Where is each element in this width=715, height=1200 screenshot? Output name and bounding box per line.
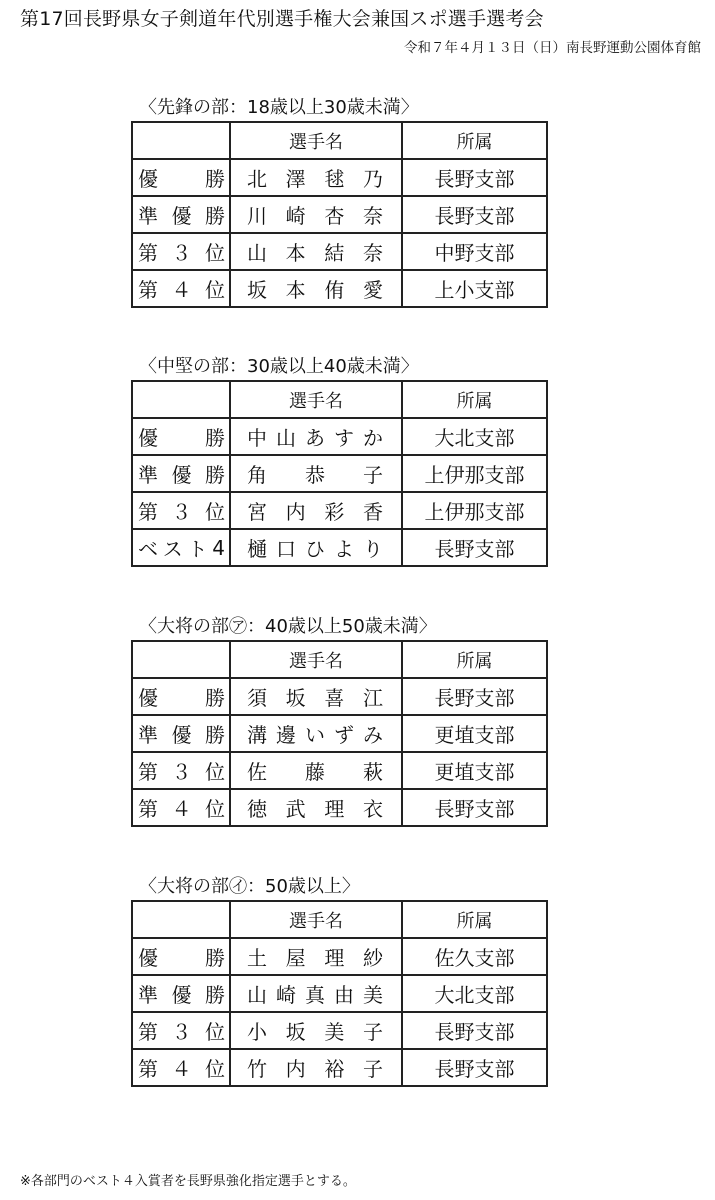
table-header-row	[132, 122, 547, 159]
player-name-cell-char: 中	[247, 426, 267, 450]
rank-cell	[132, 938, 230, 975]
player-name-cell-char: 美	[363, 983, 383, 1007]
player-name-cell-char: す	[334, 426, 354, 450]
table-row	[132, 196, 547, 233]
rank-cell	[132, 270, 230, 307]
rank-cell-char: 勝	[205, 463, 225, 487]
affiliation-cell: 長野支部	[402, 789, 547, 826]
player-name-cell-char: 川	[247, 204, 267, 228]
rank-cell-char: ４	[171, 797, 192, 821]
player-name-cell-char: 奈	[362, 204, 383, 228]
player-name-cell-char: 喜	[324, 686, 345, 710]
player-name-cell	[230, 492, 402, 529]
rank-cell-char: 優	[138, 167, 158, 191]
rank-cell-char: 勝	[205, 983, 225, 1007]
affiliation-cell: 長野支部	[402, 1012, 547, 1049]
rank-cell-char: 準	[138, 723, 158, 747]
affiliation-cell: 長野支部	[402, 1049, 547, 1086]
rank-cell-char: 位	[205, 241, 225, 265]
rank-cell	[132, 233, 230, 270]
section-heading: 〈先鋒の部：18歳以上30歳未満〉	[139, 97, 419, 118]
header-affiliation-cell: 所属	[402, 381, 547, 418]
player-name-cell-char: 子	[362, 1057, 383, 1081]
affiliation-cell: 長野支部	[402, 529, 547, 566]
rank-cell-char: 第	[138, 241, 158, 265]
section-heading: 〈大将の部㋐：40歳以上50歳未満〉	[139, 616, 437, 637]
affiliation-cell: 中野支部	[402, 233, 547, 270]
rank-cell-char: 優	[171, 723, 192, 747]
player-name-cell-char: 坂	[247, 278, 267, 302]
rank-cell-char: ３	[171, 241, 192, 265]
rank-cell	[132, 752, 230, 789]
player-name-cell-char: 徳	[247, 797, 267, 821]
rank-cell-char: 勝	[205, 946, 225, 970]
header-name-cell: 選手名	[230, 641, 402, 678]
rank-cell	[132, 975, 230, 1012]
affiliation-cell: 上伊那支部	[402, 492, 547, 529]
affiliation-cell: 長野支部	[402, 678, 547, 715]
results-table	[131, 900, 548, 1087]
player-name-cell-char: 坂	[285, 1020, 306, 1044]
table-row	[132, 159, 547, 196]
rank-cell-char: ３	[171, 1020, 192, 1044]
header-affiliation-cell: 所属	[402, 901, 547, 938]
rank-cell	[132, 789, 230, 826]
player-name-cell	[230, 418, 402, 455]
rank-cell-char: 勝	[205, 204, 225, 228]
table-header-row	[132, 641, 547, 678]
player-name-cell	[230, 196, 402, 233]
affiliation-cell: 長野支部	[402, 159, 547, 196]
player-name-cell-char: 子	[363, 463, 383, 487]
table-row	[132, 752, 547, 789]
rank-cell	[132, 715, 230, 752]
section-heading: 〈中堅の部：30歳以上40歳未満〉	[139, 356, 419, 377]
rank-cell-char: 第	[138, 760, 158, 784]
rank-cell-char: ３	[171, 500, 192, 524]
rank-cell-char: 位	[205, 1020, 225, 1044]
rank-cell-char: 勝	[205, 426, 225, 450]
table-row	[132, 270, 547, 307]
player-name-cell-char: 彩	[324, 500, 345, 524]
player-name-cell-char: り	[363, 537, 383, 561]
affiliation-cell: 上小支部	[402, 270, 547, 307]
rank-cell	[132, 492, 230, 529]
table-row	[132, 418, 547, 455]
table-row	[132, 529, 547, 566]
player-name-cell-char: 内	[285, 1057, 306, 1081]
player-name-cell	[230, 233, 402, 270]
player-name-cell	[230, 529, 402, 566]
table-row	[132, 938, 547, 975]
results-table	[131, 121, 548, 308]
header-rank-cell	[132, 901, 230, 938]
player-name-cell-char: 須	[247, 686, 267, 710]
rank-cell-char: 位	[205, 278, 225, 302]
player-name-cell	[230, 1049, 402, 1086]
rank-cell-char: 準	[138, 983, 158, 1007]
player-name-cell-char: 屋	[285, 946, 306, 970]
player-name-cell-char: ず	[334, 723, 354, 747]
header-rank-cell	[132, 641, 230, 678]
rank-cell	[132, 418, 230, 455]
table-header-row	[132, 381, 547, 418]
player-name-cell-char: 樋	[247, 537, 267, 561]
player-name-cell-char: 結	[324, 241, 345, 265]
rank-cell-char: 優	[171, 983, 192, 1007]
player-name-cell-char: 佐	[247, 760, 267, 784]
table-row	[132, 975, 547, 1012]
rank-cell-char: 勝	[205, 686, 225, 710]
rank-cell-char: 第	[138, 797, 158, 821]
player-name-cell-char: 角	[247, 463, 267, 487]
player-name-cell-char: 裕	[324, 1057, 345, 1081]
rank-cell-char: ４	[171, 278, 192, 302]
section-heading: 〈大将の部㋑：50歳以上〉	[139, 876, 360, 897]
player-name-cell-char: 子	[362, 1020, 383, 1044]
player-name-cell-char: 口	[276, 537, 296, 561]
player-name-cell-char: 崎	[285, 204, 306, 228]
rank-cell-char: ４	[171, 1057, 192, 1081]
player-name-cell-char: 萩	[363, 760, 383, 784]
results-table	[131, 640, 548, 827]
player-name-cell-char: 山	[247, 241, 267, 265]
rank-cell	[132, 455, 230, 492]
player-name-cell-char: 奈	[362, 241, 383, 265]
player-name-cell-char: 邊	[276, 723, 296, 747]
player-name-cell-char: 山	[276, 426, 296, 450]
affiliation-cell: 更埴支部	[402, 715, 547, 752]
player-name-cell-char: 香	[362, 500, 383, 524]
player-name-cell-char: 乃	[362, 167, 383, 191]
affiliation-cell: 長野支部	[402, 196, 547, 233]
rank-cell	[132, 678, 230, 715]
rank-cell-char: ベ	[138, 537, 158, 561]
rank-cell-char: 第	[138, 1020, 158, 1044]
table-row	[132, 678, 547, 715]
header-name-cell: 選手名	[230, 381, 402, 418]
rank-cell	[132, 1049, 230, 1086]
player-name-cell-char: 山	[247, 983, 267, 1007]
rank-cell-char: 第	[138, 1057, 158, 1081]
affiliation-cell: 大北支部	[402, 975, 547, 1012]
header-name-cell: 選手名	[230, 901, 402, 938]
player-name-cell-char: 土	[247, 946, 267, 970]
player-name-cell-char: 侑	[324, 278, 345, 302]
rank-cell-char: 優	[138, 426, 158, 450]
table-row	[132, 455, 547, 492]
player-name-cell-char: 崎	[276, 983, 296, 1007]
player-name-cell-char: か	[363, 426, 383, 450]
table-row	[132, 789, 547, 826]
rank-cell	[132, 196, 230, 233]
player-name-cell-char: 本	[285, 241, 306, 265]
player-name-cell	[230, 975, 402, 1012]
player-name-cell-char: 衣	[362, 797, 383, 821]
rank-cell-char: ３	[171, 760, 192, 784]
player-name-cell-char: 藤	[305, 760, 325, 784]
player-name-cell-char: 愛	[362, 278, 383, 302]
player-name-cell-char: 恭	[305, 463, 325, 487]
player-name-cell	[230, 752, 402, 789]
player-name-cell-char: 宮	[247, 500, 267, 524]
player-name-cell	[230, 938, 402, 975]
rank-cell-char: 第	[138, 500, 158, 524]
rank-cell-char: ト	[187, 537, 208, 561]
player-name-cell-char: 美	[324, 1020, 345, 1044]
rank-cell-char: 優	[171, 463, 192, 487]
rank-cell-char: 優	[138, 686, 158, 710]
player-name-cell-char: 本	[285, 278, 306, 302]
player-name-cell	[230, 270, 402, 307]
header-affiliation-cell: 所属	[402, 641, 547, 678]
rank-cell-char: 位	[205, 500, 225, 524]
player-name-cell-char: 理	[324, 797, 345, 821]
footnote: ※各部門のベスト４入賞者を長野県強化指定選手とする。	[20, 1174, 356, 1189]
player-name-cell-char: 紗	[362, 946, 383, 970]
affiliation-cell: 上伊那支部	[402, 455, 547, 492]
player-name-cell	[230, 1012, 402, 1049]
player-name-cell-char: 杏	[324, 204, 345, 228]
rank-cell-char: 4	[212, 535, 225, 560]
table-row	[132, 492, 547, 529]
rank-cell-char: 勝	[205, 723, 225, 747]
rank-cell-char: 勝	[205, 167, 225, 191]
rank-cell-char: 準	[138, 204, 158, 228]
rank-cell-char: 位	[205, 797, 225, 821]
player-name-cell-char: 真	[305, 983, 325, 1007]
rank-cell-char: 位	[205, 1057, 225, 1081]
player-name-cell-char: み	[363, 723, 383, 747]
rank-cell	[132, 159, 230, 196]
player-name-cell-char: よ	[334, 537, 354, 561]
event-date-venue: 令和７年４月１３日（日）南長野運動公園体育館	[404, 40, 701, 56]
table-row	[132, 233, 547, 270]
table-row	[132, 1049, 547, 1086]
player-name-cell	[230, 159, 402, 196]
player-name-cell-char: 竹	[247, 1057, 267, 1081]
table-row	[132, 1012, 547, 1049]
player-name-cell-char: 小	[247, 1020, 267, 1044]
rank-cell	[132, 529, 230, 566]
player-name-cell-char: 北	[247, 167, 267, 191]
player-name-cell-char: い	[305, 723, 325, 747]
player-name-cell	[230, 455, 402, 492]
rank-cell-char: 優	[171, 204, 192, 228]
table-row	[132, 715, 547, 752]
rank-cell-char: ス	[162, 537, 183, 561]
rank-cell-char: 準	[138, 463, 158, 487]
header-rank-cell	[132, 122, 230, 159]
affiliation-cell: 大北支部	[402, 418, 547, 455]
player-name-cell-char: 武	[285, 797, 306, 821]
header-affiliation-cell: 所属	[402, 122, 547, 159]
table-header-row	[132, 901, 547, 938]
player-name-cell-char: 毬	[324, 167, 345, 191]
rank-cell-char: 第	[138, 278, 158, 302]
player-name-cell-char: 由	[334, 983, 354, 1007]
player-name-cell-char: 理	[324, 946, 345, 970]
rank-cell	[132, 1012, 230, 1049]
player-name-cell	[230, 678, 402, 715]
results-table	[131, 380, 548, 567]
player-name-cell-char: 内	[285, 500, 306, 524]
player-name-cell-char: 坂	[285, 686, 306, 710]
player-name-cell-char: 江	[362, 686, 383, 710]
affiliation-cell: 佐久支部	[402, 938, 547, 975]
player-name-cell-char: 澤	[285, 167, 306, 191]
header-name-cell: 選手名	[230, 122, 402, 159]
player-name-cell-char: ひ	[305, 537, 325, 561]
document-title: 第17回長野県女子剣道年代別選手権大会兼国スポ選手選考会	[20, 8, 544, 30]
affiliation-cell: 更埴支部	[402, 752, 547, 789]
rank-cell-char: 位	[205, 760, 225, 784]
player-name-cell	[230, 715, 402, 752]
player-name-cell	[230, 789, 402, 826]
player-name-cell-char: 溝	[247, 723, 267, 747]
rank-cell-char: 優	[138, 946, 158, 970]
player-name-cell-char: あ	[305, 426, 325, 450]
header-rank-cell	[132, 381, 230, 418]
